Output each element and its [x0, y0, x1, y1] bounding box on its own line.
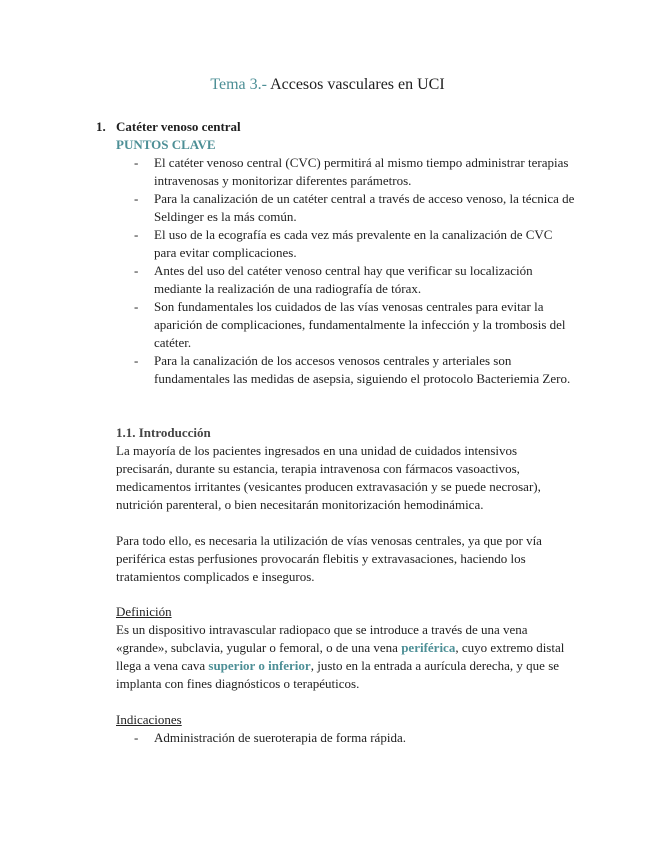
- definition-text-1: Es un dispositivo intravascular radiopaco que se introduce a través de una vena «grande», subclavia, yugular o femoral, o de una vena: [116, 622, 528, 655]
- list-item: [116, 729, 576, 747]
- definition-heading: Definición: [116, 604, 172, 619]
- list-item: [116, 154, 576, 190]
- list-item-text: El uso de la ecografía es cada vez más prevalente en la canalización de CVC para evitar complicaciones.: [154, 227, 553, 260]
- dash-bullet: -: [134, 730, 139, 745]
- section-number: 1.: [96, 119, 106, 134]
- indications-heading: Indicaciones: [116, 712, 182, 727]
- list-item: [116, 298, 576, 352]
- list-item-text: Para la canalización de un catéter central a través de acceso venoso, la técnica de Seldinger es la más común.: [154, 191, 575, 224]
- dash-bullet: -: [134, 227, 139, 242]
- definition-text-2: , cuyo extremo distal llega a vena cava: [116, 640, 565, 673]
- subsection-heading-introduction: 1.1. Introducción: [116, 425, 211, 440]
- section-heading: [96, 118, 241, 136]
- definition-text-3: , justo en la entrada a aurícula derecha, y que se implanta con fines diagnósticos o terapéuticos.: [116, 658, 560, 691]
- list-item-text: Son fundamentales los cuidados de las vías venosas centrales para evitar la aparición de complicaciones, fundamentalmente la infección y la trombosis del catéter.: [154, 299, 566, 350]
- indications-list: [116, 729, 576, 747]
- dash-bullet: -: [134, 353, 139, 368]
- list-item-text: Antes del uso del catéter venoso central hay que verificar su localización mediante la realización de una radiografía de tórax.: [154, 263, 533, 296]
- title-text: Accesos vasculares en UCI: [266, 76, 445, 93]
- dash-bullet: -: [134, 155, 139, 170]
- list-item: [116, 352, 576, 388]
- key-points-label: PUNTOS CLAVE: [116, 137, 216, 152]
- highlight-periferica: periférica: [401, 640, 456, 655]
- list-item-text: El catéter venoso central (CVC) permitirá al mismo tiempo administrar terapias intravenosas y monitorizar diferentes parámetros.: [154, 155, 569, 188]
- title-topic-number: Tema 3.-: [210, 76, 267, 93]
- list-item-text: Administración de sueroterapia de forma rápida.: [154, 730, 406, 745]
- key-points-list: [116, 154, 576, 388]
- highlight-superior-inferior: superior o inferior: [208, 658, 311, 673]
- intro-paragraph-2: Para todo ello, es necesaria la utilización de vías venosas centrales, ya que por vía periférica estas perfusiones provocarán flebitis y extravasaciones, haciendo los tratamientos complicados e inseguros.: [116, 533, 542, 584]
- intro-paragraph-1: La mayoría de los pacientes ingresados en una unidad de cuidados intensivos precisarán, durante su estancia, terapia intravenosa con fármacos vasoactivos, medicamentos irritantes (vesicantes producen extravasación y se puede necrosar), nutrición parenteral, o bien necesitarán monitorización hemodinámica.: [116, 443, 541, 512]
- list-item: [116, 226, 576, 262]
- list-item: [116, 262, 576, 298]
- dash-bullet: -: [134, 299, 139, 314]
- list-item: [116, 190, 576, 226]
- list-item-text: Para la canalización de los accesos venosos centrales y arteriales son fundamentales las medidas de asepsia, siguiendo el protocolo Bacteriemia Zero.: [154, 353, 571, 386]
- section-title: Catéter venoso central: [116, 119, 241, 134]
- document-title: [0, 75, 655, 95]
- definition-paragraph: [116, 621, 576, 693]
- dash-bullet: -: [134, 263, 139, 278]
- dash-bullet: -: [134, 191, 139, 206]
